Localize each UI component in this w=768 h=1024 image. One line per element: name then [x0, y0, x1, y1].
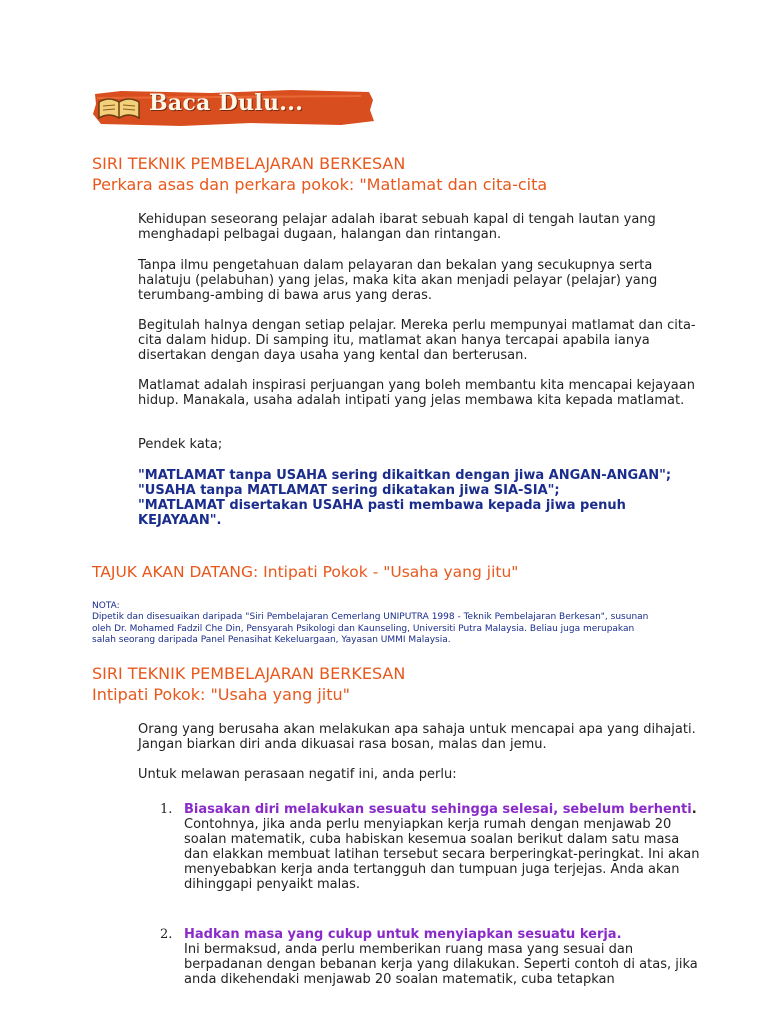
- baca-dulu-banner: [91, 88, 375, 128]
- note-text: Dipetik dan disesuaikan daripada "Siri Pembelajaran Cemerlang UNIPUTRA 1998 - Teknik Pembelajaran Berkesan", susunan oleh Dr. Mohamed Fadzil Che Din, Pensyarah Psikologi dan Kaunseling, Universiti Putra Malaysia. Beliau juga merupakan salah seorang daripada Panel Penasihat Kekeluargaan, Yayasan UMMI Malaysia.: [92, 612, 649, 645]
- section2-paragraph: Untuk melawan perasaan negatif ini, anda perlu:: [138, 767, 457, 782]
- list-heading: Biasakan diri melakukan sesuatu sehingga selesai, sebelum berhenti: [184, 802, 692, 817]
- list-heading-end: .: [691, 802, 697, 817]
- quote-line: "USAHA tanpa MATLAMAT sering dikatakan jiwa SIA-SIA";: [138, 483, 560, 498]
- section1-series-title: SIRI TEKNIK PEMBELAJARAN BERKESAN: [92, 154, 406, 173]
- list-number: 1.: [160, 802, 173, 817]
- section1-subtitle: Perkara asas dan perkara pokok: "Matlamat dan cita-cita: [92, 175, 548, 194]
- section1-paragraph: Kehidupan seseorang pelajar adalah ibarat sebuah kapal di tengah lautan yang menghadapi pelbagai dugaan, halangan dan rintangan.: [138, 212, 656, 242]
- list-number: 2.: [160, 927, 173, 942]
- open-book-icon: [97, 94, 141, 122]
- list-item: [160, 927, 700, 987]
- quote-line: "MATLAMAT tanpa USAHA sering dikaitkan dengan jiwa ANGAN-ANGAN";: [138, 468, 672, 483]
- note-label: NOTA:: [92, 601, 120, 611]
- banner-title: Baca Dulu...: [149, 90, 304, 116]
- section1-paragraph: Matlamat adalah inspirasi perjuangan yang boleh membantu kita mencapai kejayaan hidup. Manakala, usaha adalah intipati yang jelas membawa kita kepada matlamat.: [138, 378, 695, 408]
- list-body-text: Ini bermaksud, anda perlu memberikan ruang masa yang sesuai dan berpadanan dengan bebanan kerja yang dilakukan. Seperti contoh di atas, jika anda dikehendaki menjawab 20 soalan matematik, cuba tetapkan: [184, 942, 698, 987]
- section2-paragraph: Orang yang berusaha akan melakukan apa sahaja untuk mencapai apa yang dihajati. Jangan biarkan diri anda dikuasai rasa bosan, malas dan jemu.: [138, 722, 696, 752]
- section1-paragraph: Tanpa ilmu pengetahuan dalam pelayaran dan bekalan yang secukupnya serta halatuju (pelabuhan) yang jelas, maka kita akan menjadi pelayar (pelajar) yang terumbang-ambing di bawa arus yang deras.: [138, 258, 658, 303]
- section1-paragraph: Begitulah halnya dengan setiap pelajar. Mereka perlu mempunyai matlamat dan cita-cita dalam hidup. Di samping itu, matlamat akan hanya tercapai apabila ianya disertakan dengan daya usaha yang kental dan berterusan.: [138, 318, 696, 363]
- list-body-text: Contohnya, jika anda perlu menyiapkan kerja rumah dengan menjawab 20 soalan matematik, cuba habiskan kesemua soalan berikut dalam satu masa dan elakkan membuat latihan tersebut secara berperingkat-peringkat. Ini akan menyebabkan kerja anda tertangguh dan tumpuan juga terjejas. Anda akan dihinggapi penyaikt malas.: [184, 817, 700, 892]
- section2-series-title: SIRI TEKNIK PEMBELAJARAN BERKESAN: [92, 664, 406, 683]
- section1-paragraph: Pendek kata;: [138, 437, 223, 452]
- list-heading: Hadkan masa yang cukup untuk menyiapkan sesuatu kerja.: [184, 927, 622, 942]
- quote-line: "MATLAMAT disertakan USAHA pasti membawa kepada jiwa penuh KEJAYAAN".: [138, 498, 626, 528]
- list-item: [160, 802, 700, 892]
- section2-subtitle: Intipati Pokok: "Usaha yang jitu": [92, 685, 350, 704]
- upcoming-topic: TAJUK AKAN DATANG: Intipati Pokok - "Usaha yang jitu": [92, 563, 519, 581]
